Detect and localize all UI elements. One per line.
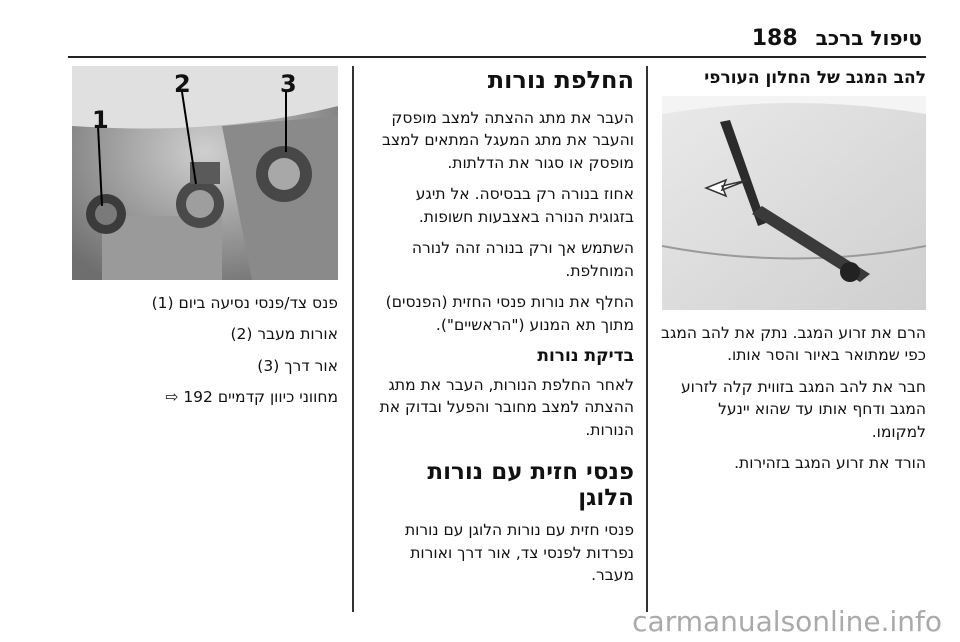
callout-2: 2	[174, 70, 191, 98]
wiper-text	[660, 322, 926, 484]
wiper-step-3: הורד את זרוע המגב בזהירות.	[734, 454, 926, 473]
bulb-para-1: העבר את מתג ההצתה למצב מופסק והעבר את מתג המעגל המתאים למצב מופסק או סגור את הדלתות.	[381, 108, 634, 172]
wiper-step-1: הרם את זרוע המגב. נתק את להב המגב כפי שמתואר באיור והסר אותו.	[660, 324, 926, 365]
callout-1: 1	[92, 106, 109, 134]
watermark-text: carmanualsonline.info	[632, 605, 942, 638]
halogen-section-text: פנסי חזית עם נורות הלוגן עם נורות נפרדות לפנסי צד, אור דרך ואורות מעבר.	[404, 521, 634, 585]
bulb-check-text: לאחר החלפת הנורות, העבר את מתג ההצתה למצב מחובר והפעל ובדוק את הנורות.	[379, 376, 634, 439]
page-header	[752, 26, 922, 56]
bulb-check-heading: בדיקת נורות	[537, 346, 634, 367]
column-divider-left	[352, 66, 354, 612]
bulb-para-2: אחוז בנורה רק בבסיסה. אל תיגע בזגוגית הנורה באצבעות חשופות.	[415, 185, 634, 226]
wiper-step-2: חבר את להב המגב בזווית קלה לזרוע המגב ודחף אותו עד שהוא יינעל למקומו.	[680, 377, 926, 441]
headlamp-assembly-figure	[72, 66, 338, 280]
middle-column	[366, 66, 634, 596]
caption-sidelight: פנס צד/פנסי נסיעה ביום (1)	[151, 294, 338, 312]
headlamp-photo	[72, 66, 338, 280]
bulb-para-3: השתמש אך ורק בנורה זהה לנורה המוחלפת.	[411, 239, 634, 280]
page-number: 188	[751, 26, 798, 51]
bulb-replacement-title: החלפת נורות	[487, 66, 634, 94]
column-divider-right	[646, 66, 648, 612]
callout-3: 3	[280, 70, 297, 98]
right-column	[660, 68, 926, 96]
caption-high-beam: אור דרך (3)	[257, 356, 338, 375]
page-title: טיפול ברכב	[815, 26, 922, 50]
caption-low-beam: אורות מעבר (2)	[230, 325, 338, 344]
bulb-para-4: החלף את נורות פנסי החזית (הפנסים) מתוך תא המנוע ("הראשיים").	[385, 293, 634, 334]
wiper-blade-figure	[662, 96, 926, 310]
wiper-illustration	[662, 96, 926, 310]
header-rule	[68, 56, 926, 58]
halogen-section-title: פנסי חזית עם נורות הלוגן	[427, 459, 634, 512]
wiper-section-title: להב המגב של החלון העורפי	[704, 68, 926, 88]
caption-indicators: מחווני כיוון קדמיים 192 ⇨	[165, 388, 338, 407]
headlamp-captions	[72, 292, 338, 418]
